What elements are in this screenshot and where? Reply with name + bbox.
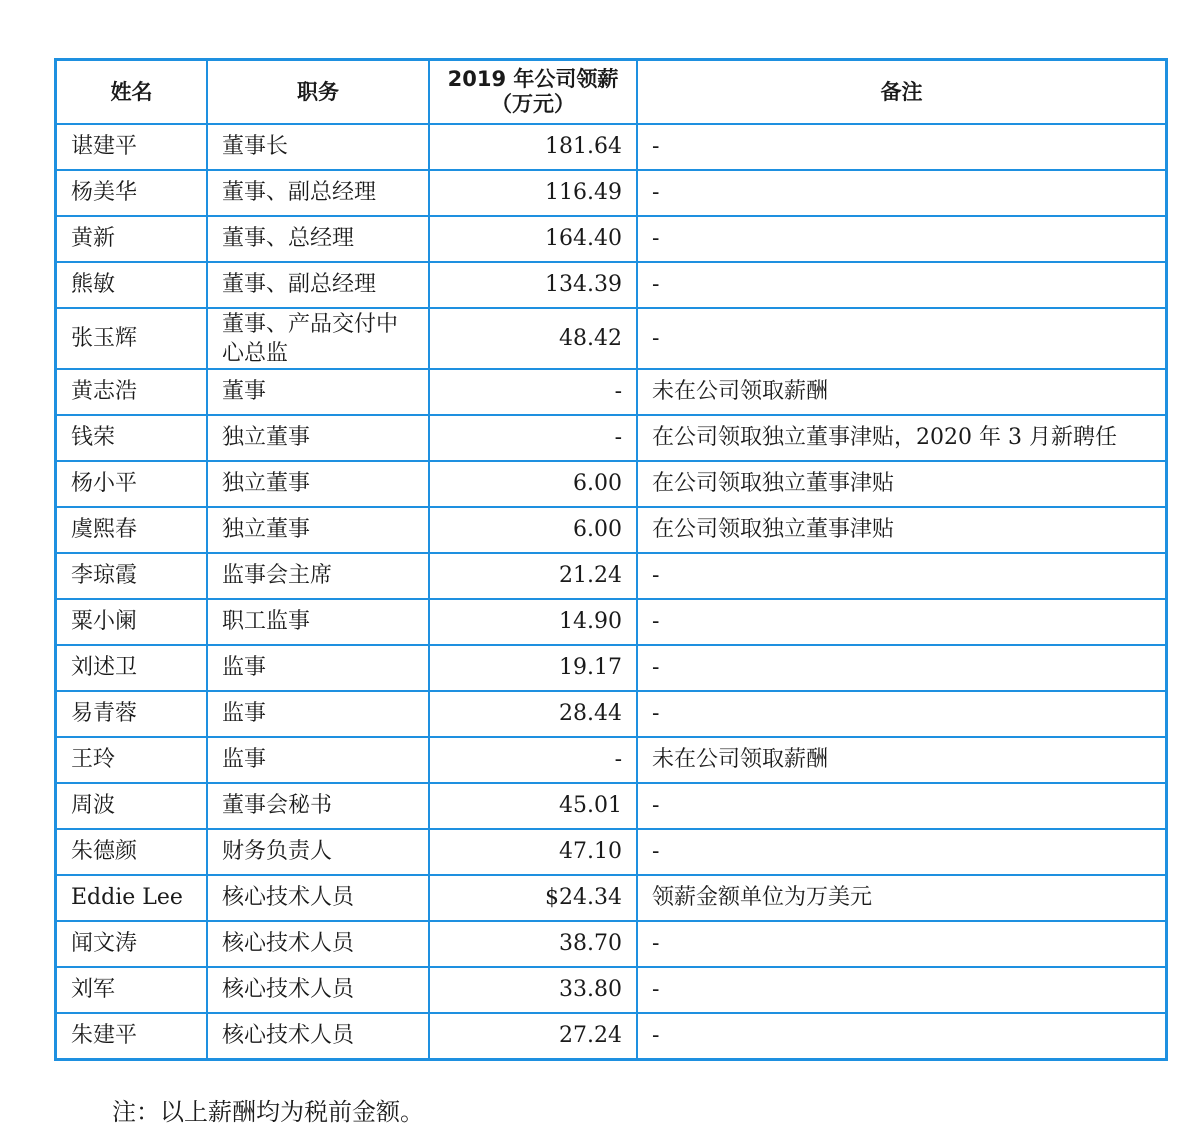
table-row	[57, 415, 1165, 461]
cell-salary: 6.00	[429, 461, 637, 507]
cell-position: 董事	[207, 369, 429, 415]
table-row	[57, 783, 1165, 829]
cell-salary: 19.17	[429, 645, 637, 691]
cell-name: 朱建平	[57, 1013, 207, 1058]
cell-name: 闻文涛	[57, 921, 207, 967]
header-remark: 备注	[637, 61, 1165, 124]
cell-position: 监事会主席	[207, 553, 429, 599]
cell-position: 财务负责人	[207, 829, 429, 875]
cell-name: 周波	[57, 783, 207, 829]
cell-name: 黄志浩	[57, 369, 207, 415]
table-header-row	[57, 61, 1165, 124]
table-row	[57, 170, 1165, 216]
cell-remark: 未在公司领取薪酬	[637, 737, 1165, 783]
cell-salary: 28.44	[429, 691, 637, 737]
cell-name: 朱德颜	[57, 829, 207, 875]
cell-salary: 21.24	[429, 553, 637, 599]
cell-remark: 在公司领取独立董事津贴，2020 年 3 月新聘任	[637, 415, 1165, 461]
cell-name: 粟小阑	[57, 599, 207, 645]
cell-salary: -	[429, 369, 637, 415]
table-row	[57, 216, 1165, 262]
cell-remark: -	[637, 262, 1165, 308]
cell-remark: -	[637, 216, 1165, 262]
footnote: 注：以上薪酬均为税前金额。	[112, 1098, 424, 1126]
cell-position: 董事长	[207, 124, 429, 170]
table-row	[57, 124, 1165, 170]
table-row	[57, 262, 1165, 308]
cell-salary: -	[429, 415, 637, 461]
table-row	[57, 507, 1165, 553]
cell-remark: 领薪金额单位为万美元	[637, 875, 1165, 921]
cell-position: 董事、总经理	[207, 216, 429, 262]
header-salary-line1: 2019 年公司领薪	[447, 67, 619, 91]
cell-remark: -	[637, 829, 1165, 875]
cell-salary: 6.00	[429, 507, 637, 553]
cell-salary: 38.70	[429, 921, 637, 967]
cell-salary: $24.34	[429, 875, 637, 921]
table-row	[57, 1013, 1165, 1058]
cell-salary: 181.64	[429, 124, 637, 170]
table-row	[57, 308, 1165, 369]
salary-table-container	[54, 58, 1168, 1061]
cell-remark: -	[637, 783, 1165, 829]
cell-remark: -	[637, 599, 1165, 645]
cell-remark: -	[637, 921, 1165, 967]
cell-remark: -	[637, 645, 1165, 691]
table-row	[57, 691, 1165, 737]
cell-name: Eddie Lee	[57, 875, 207, 921]
cell-position: 监事	[207, 737, 429, 783]
cell-remark: 在公司领取独立董事津贴	[637, 507, 1165, 553]
cell-salary: 27.24	[429, 1013, 637, 1058]
table-row	[57, 967, 1165, 1013]
cell-salary: 116.49	[429, 170, 637, 216]
cell-remark: -	[637, 553, 1165, 599]
table-row	[57, 921, 1165, 967]
cell-salary: -	[429, 737, 637, 783]
cell-name: 刘述卫	[57, 645, 207, 691]
cell-name: 王玲	[57, 737, 207, 783]
cell-remark: -	[637, 967, 1165, 1013]
cell-name: 张玉辉	[57, 308, 207, 369]
table-row	[57, 369, 1165, 415]
cell-salary: 14.90	[429, 599, 637, 645]
salary-table	[57, 61, 1165, 1058]
table-row	[57, 461, 1165, 507]
cell-remark: 在公司领取独立董事津贴	[637, 461, 1165, 507]
table-row	[57, 737, 1165, 783]
cell-remark: -	[637, 170, 1165, 216]
cell-position: 核心技术人员	[207, 875, 429, 921]
cell-salary: 33.80	[429, 967, 637, 1013]
cell-salary: 45.01	[429, 783, 637, 829]
cell-name: 易青蓉	[57, 691, 207, 737]
table-row	[57, 599, 1165, 645]
cell-position: 核心技术人员	[207, 967, 429, 1013]
cell-name: 谌建平	[57, 124, 207, 170]
cell-salary: 164.40	[429, 216, 637, 262]
cell-name: 黄新	[57, 216, 207, 262]
cell-position: 核心技术人员	[207, 1013, 429, 1058]
cell-remark: -	[637, 691, 1165, 737]
header-salary	[429, 61, 637, 124]
cell-position: 董事、产品交付中心总监	[207, 308, 429, 369]
cell-position: 监事	[207, 645, 429, 691]
cell-remark: -	[637, 308, 1165, 369]
cell-name: 杨小平	[57, 461, 207, 507]
cell-position: 董事、副总经理	[207, 262, 429, 308]
cell-position: 独立董事	[207, 415, 429, 461]
table-row	[57, 553, 1165, 599]
cell-position: 监事	[207, 691, 429, 737]
cell-name: 杨美华	[57, 170, 207, 216]
cell-remark: 未在公司领取薪酬	[637, 369, 1165, 415]
table-row	[57, 645, 1165, 691]
cell-position: 董事、副总经理	[207, 170, 429, 216]
cell-position: 独立董事	[207, 461, 429, 507]
cell-name: 钱荣	[57, 415, 207, 461]
cell-name: 刘军	[57, 967, 207, 1013]
cell-remark: -	[637, 1013, 1165, 1058]
cell-name: 虞熙春	[57, 507, 207, 553]
cell-salary: 47.10	[429, 829, 637, 875]
cell-position: 职工监事	[207, 599, 429, 645]
header-salary-line2: （万元）	[491, 92, 575, 116]
header-position: 职务	[207, 61, 429, 124]
table-row	[57, 829, 1165, 875]
cell-name: 李琼霞	[57, 553, 207, 599]
cell-salary: 48.42	[429, 308, 637, 369]
cell-position: 董事会秘书	[207, 783, 429, 829]
cell-salary: 134.39	[429, 262, 637, 308]
table-row	[57, 875, 1165, 921]
cell-position: 核心技术人员	[207, 921, 429, 967]
cell-remark: -	[637, 124, 1165, 170]
cell-position: 独立董事	[207, 507, 429, 553]
header-name: 姓名	[57, 61, 207, 124]
cell-name: 熊敏	[57, 262, 207, 308]
